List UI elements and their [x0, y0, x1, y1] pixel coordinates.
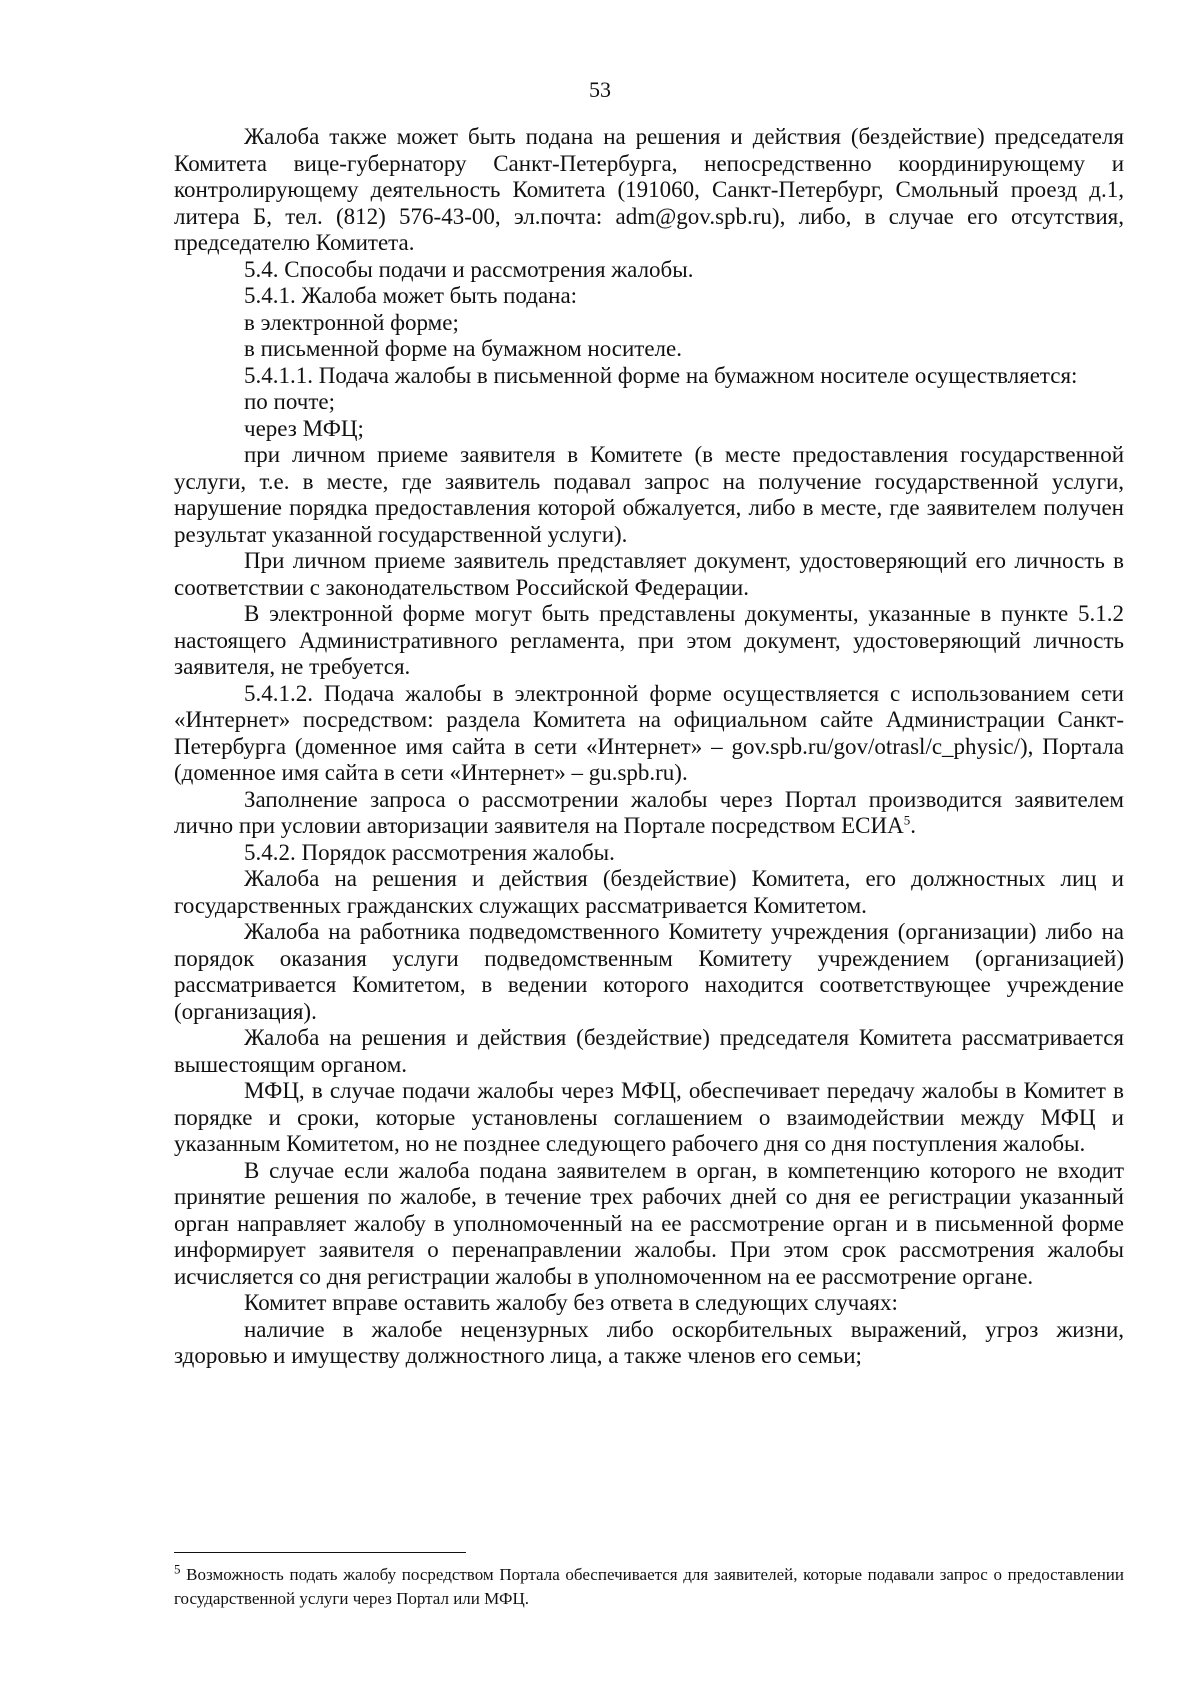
footnote-mark: 5 — [174, 1561, 181, 1577]
paragraph: При личном приеме заявитель представляет документ, удостоверяющий его личность в соответствии с законодательством Российской Федерации. — [174, 548, 1124, 600]
paragraph: в электронной форме; — [244, 309, 459, 335]
paragraph: Комитет вправе оставить жалобу без ответа в следующих случаях: — [244, 1290, 898, 1315]
footnote-reference: 5 — [903, 812, 911, 828]
paragraph: 5.4.1. Жалоба может быть подана: — [244, 283, 578, 308]
paragraph-with-footnote-ref — [174, 787, 1124, 840]
paragraph: при личном приеме заявителя в Комитете (в месте предоставления государственной услуги, т.е. в месте, где заявитель подавал запрос на получение государственной услуги, нарушение порядка предоставления которой обжалуется, либо в месте, где заявителем получен результат указанной государственной услуги). — [174, 442, 1124, 547]
paragraph: наличие в жалобе нецензурных либо оскорбительных выражений, угроз жизни, здоровью и имуществу должностного лица, а также членов его семьи; — [174, 1316, 1124, 1368]
paragraph: в письменной форме на бумажном носителе. — [244, 336, 682, 361]
paragraph: 5.4.1.1. Подача жалобы в письменной форме на бумажном носителе осуществляется: — [244, 362, 1078, 388]
footnote — [174, 1563, 1124, 1611]
paragraph: Жалоба на работника подведомственного Комитету учреждения (организации) либо на порядок оказания услуги подведомственным Комитету учреждением (организацией) рассматривается Комитетом, в ведении которого находится соответствующее учреждение (организация). — [174, 919, 1124, 1024]
body-text — [174, 124, 1124, 1370]
paragraph: 5.4.1.2. Подача жалобы в электронной форме осуществляется с использованием сети «Интернет» посредством: раздела Комитета на официальном сайте Администрации Санкт-Петербурга (доменное имя сайта в сети «Интернет» – gov.spb.ru/gov/otrasl/c_physic/), Портала (доменное имя сайта в сети «Интернет» – gu.spb.ru). — [174, 680, 1124, 785]
paragraph: 5.4. Способы подачи и рассмотрения жалобы. — [244, 256, 694, 282]
paragraph: В случае если жалоба подана заявителем в орган, в компетенцию которого не входит принятие решения по жалобе, в течение трех рабочих дней со дня ее регистрации указанный орган направляет жалобу в уполномоченный на ее рассмотрение орган и в письменной форме информирует заявителя о перенаправлении жалобы. При этом срок рассмотрения жалобы исчисляется со дня регистрации жалобы в уполномоченном на ее рассмотрение органе. — [174, 1157, 1124, 1289]
paragraph: через МФЦ; — [244, 415, 364, 441]
paragraph-text: Заполнение запроса о рассмотрении жалобы через Портал производится заявителем лично при условии авторизации заявителя на Портале посредством ЕСИА — [174, 786, 1124, 838]
page-number: 53 — [589, 77, 611, 102]
footnote-separator — [174, 1552, 466, 1553]
footnote-text: Возможность подать жалобу посредством Портала обеспечивается для заявителей, которые подавали запрос о предоставлении государственной услуги через Портал или МФЦ. — [174, 1565, 1124, 1608]
paragraph: Жалоба на решения и действия (бездействие) председателя Комитета рассматривается вышестоящим органом. — [174, 1025, 1124, 1077]
paragraph: Жалоба на решения и действия (бездействие) Комитета, его должностных лиц и государственных гражданских служащих рассматривается Комитетом. — [174, 866, 1124, 918]
paragraph: МФЦ, в случае подачи жалобы через МФЦ, обеспечивает передачу жалобы в Комитет в порядке и сроки, которые установлены соглашением о взаимодействии между МФЦ и указанным Комитетом, но не позднее следующего рабочего дня со дня поступления жалобы. — [174, 1078, 1124, 1156]
paragraph: по почте; — [244, 389, 335, 414]
paragraph-trailing-punctuation: . — [910, 813, 916, 838]
paragraph: В электронной форме могут быть представлены документы, указанные в пункте 5.1.2 настоящего Административного регламента, при этом документ, удостоверяющий личность заявителя, не требуется. — [174, 601, 1124, 679]
paragraph: Жалоба также может быть подана на решения и действия (бездействие) председателя Комитета вице-губернатору Санкт-Петербурга, непосредственно координирующему и контролирующему деятельность Комитета (191060, Санкт-Петербург, Смольный проезд д.1, литера Б, тел. (812) 576-43-00, эл.почта: adm@gov.spb.ru), либо, в случае его отсутствия, председателю Комитета. — [174, 124, 1124, 255]
paragraph: 5.4.2. Порядок рассмотрения жалобы. — [244, 839, 615, 865]
